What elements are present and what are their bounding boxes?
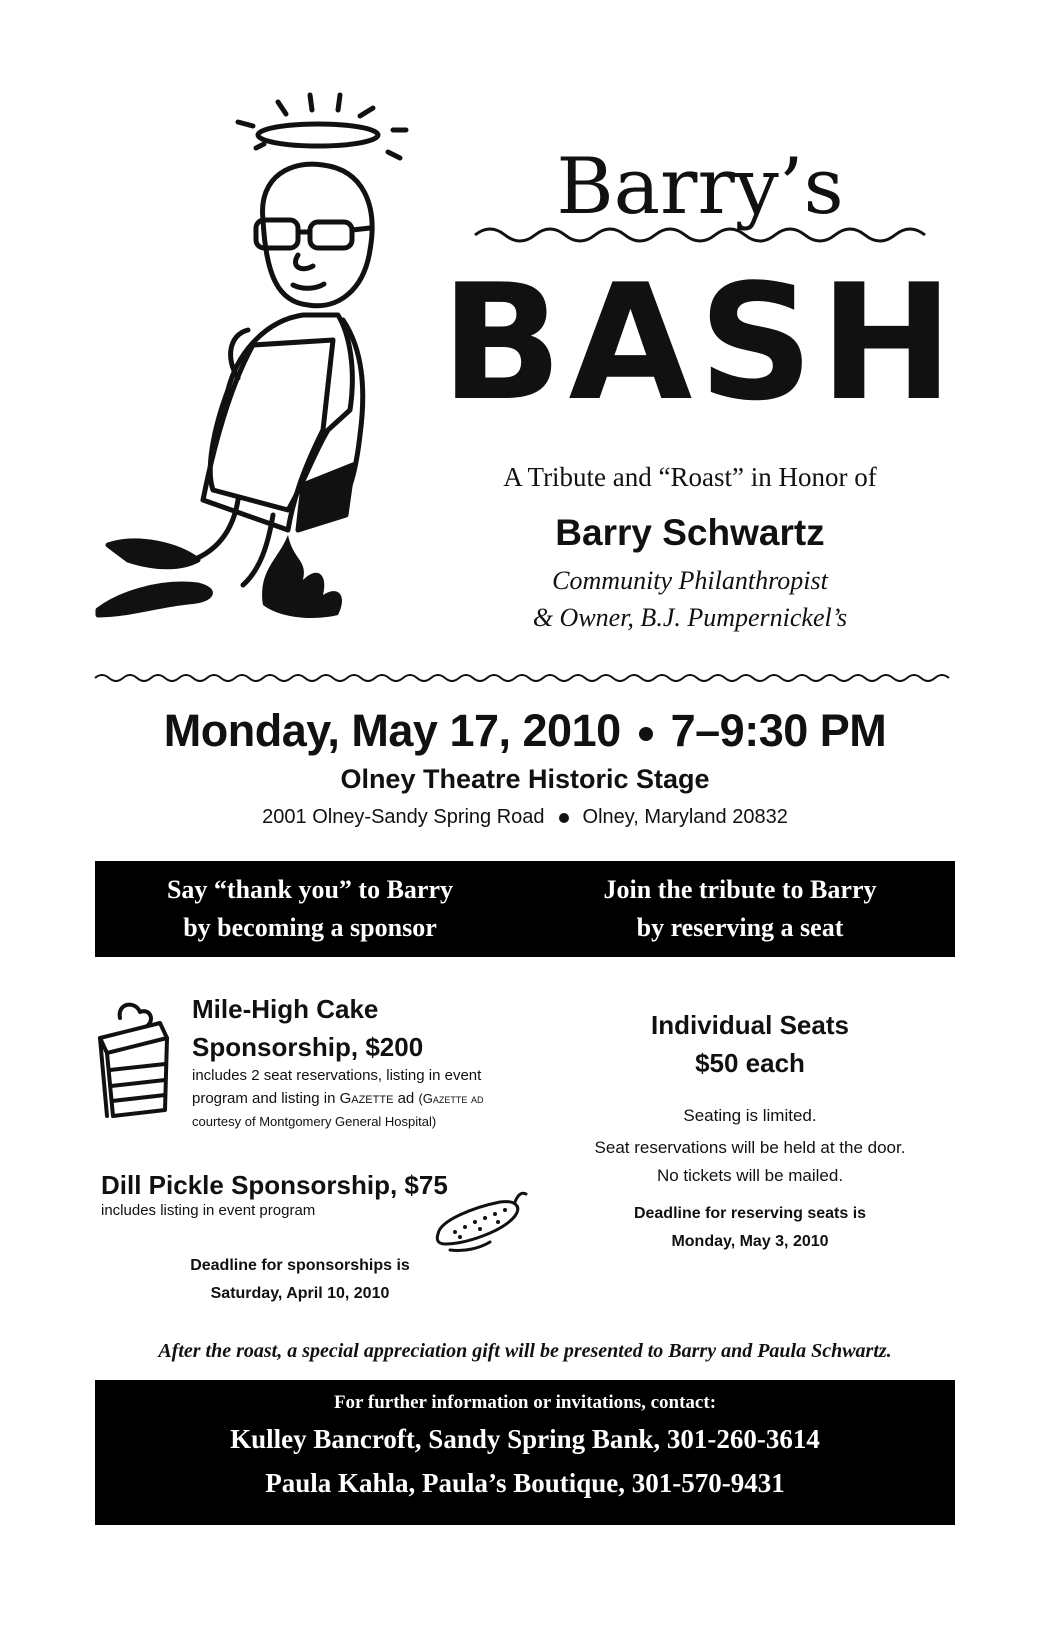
caricature-illustration — [88, 90, 448, 650]
cake-desc-line-2 — [192, 1087, 542, 1110]
pickle-icon — [430, 1182, 535, 1262]
flame-icon — [262, 535, 342, 618]
halo-icon — [238, 95, 406, 158]
cake-desc-text: ad — [393, 1090, 419, 1107]
cake-desc-line-3: courtesy of Montgomery General Hospital) — [192, 1114, 437, 1129]
sponsorship-deadline-line-2: Saturday, April 10, 2010 — [210, 1285, 390, 1302]
title-bash — [440, 249, 960, 436]
cta-banner — [95, 861, 955, 957]
address-city: Olney, Maryland 20832 — [582, 806, 788, 828]
seat-note-door: Seat reservations will be held at the door. — [594, 1138, 906, 1157]
pickle-sponsorship-title: Dill Pickle Sponsorship, $75 — [101, 1170, 448, 1200]
honoree-role-2: & Owner, B.J. Pumpernickel’s — [532, 603, 848, 632]
cta-seat — [525, 871, 955, 947]
sponsorship-deadline — [150, 1252, 450, 1308]
title-barrys — [465, 135, 935, 250]
cta-sponsor-line-2: by becoming a sponsor — [183, 913, 437, 942]
cake-sponsorship-description — [192, 1064, 542, 1133]
address-street: 2001 Olney-Sandy Spring Road — [262, 806, 545, 828]
bullet-icon — [639, 727, 653, 741]
gazette-note: (Gazette ad — [418, 1091, 484, 1106]
seat-note-no-tickets: No tickets will be mailed. — [656, 1166, 844, 1185]
pickle-sponsorship-description: includes listing in event program — [101, 1202, 316, 1219]
seat-deadline-line-1: Deadline for reserving seats is — [633, 1205, 867, 1222]
bullet-icon — [559, 813, 569, 823]
seat-deadline-line-2: Monday, May 3, 2010 — [671, 1233, 829, 1250]
cake-sponsorship-title — [192, 990, 552, 1066]
event-venue: Olney Theatre Historic Stage — [340, 764, 710, 794]
svg-text:BASH: BASH — [440, 249, 960, 436]
cake-title-line-2: Sponsorship, $200 — [192, 1032, 424, 1062]
cta-sponsor-line-1: Say “thank you” to Barry — [166, 875, 454, 904]
seat-note-limited: Seating is limited. — [683, 1106, 817, 1125]
cta-seat-line-1: Join the tribute to Barry — [603, 875, 877, 904]
cake-desc-text: program and listing in — [192, 1090, 340, 1107]
honoree-role-1: Community Philanthropist — [552, 566, 828, 595]
gazette-name: Gazette — [339, 1090, 394, 1107]
wavy-divider — [95, 670, 955, 686]
honoree-name: Barry Schwartz — [555, 512, 825, 553]
cake-icon — [95, 998, 175, 1123]
contact-intro: For further information or invitations, contact: — [333, 1392, 717, 1413]
contact-banner — [95, 1380, 955, 1525]
event-address — [95, 806, 955, 829]
contact-kulley: Kulley Bancroft, Sandy Spring Bank, 301-260-3614 — [230, 1424, 820, 1454]
contact-paula: Paula Kahla, Paula’s Boutique, 301-570-9431 — [265, 1468, 785, 1498]
gift-note: After the roast, a special appreciation gift will be presented to Barry and Paula Schwartz. — [158, 1340, 892, 1362]
cta-seat-line-2: by reserving a seat — [636, 913, 844, 942]
seats-title-line-2: $50 each — [695, 1048, 805, 1078]
seat-deadline — [580, 1200, 920, 1256]
cake-desc-line-1: includes 2 seat reservations, listing in event — [192, 1067, 482, 1084]
sponsorship-deadline-line-1: Deadline for sponsorships is — [190, 1257, 410, 1274]
svg-text:Barry’s: Barry’s — [556, 142, 844, 232]
event-datetime — [95, 705, 955, 757]
event-date: Monday, May 17, 2010 — [163, 705, 621, 756]
cta-sponsor — [95, 871, 525, 947]
cake-title-line-1: Mile-High Cake — [192, 994, 379, 1024]
event-time: 7–9:30 PM — [670, 705, 887, 756]
tribute-line: A Tribute and “Roast” in Honor of — [503, 462, 877, 492]
individual-seats-title — [580, 1006, 920, 1082]
seats-title-line-1: Individual Seats — [651, 1010, 849, 1040]
